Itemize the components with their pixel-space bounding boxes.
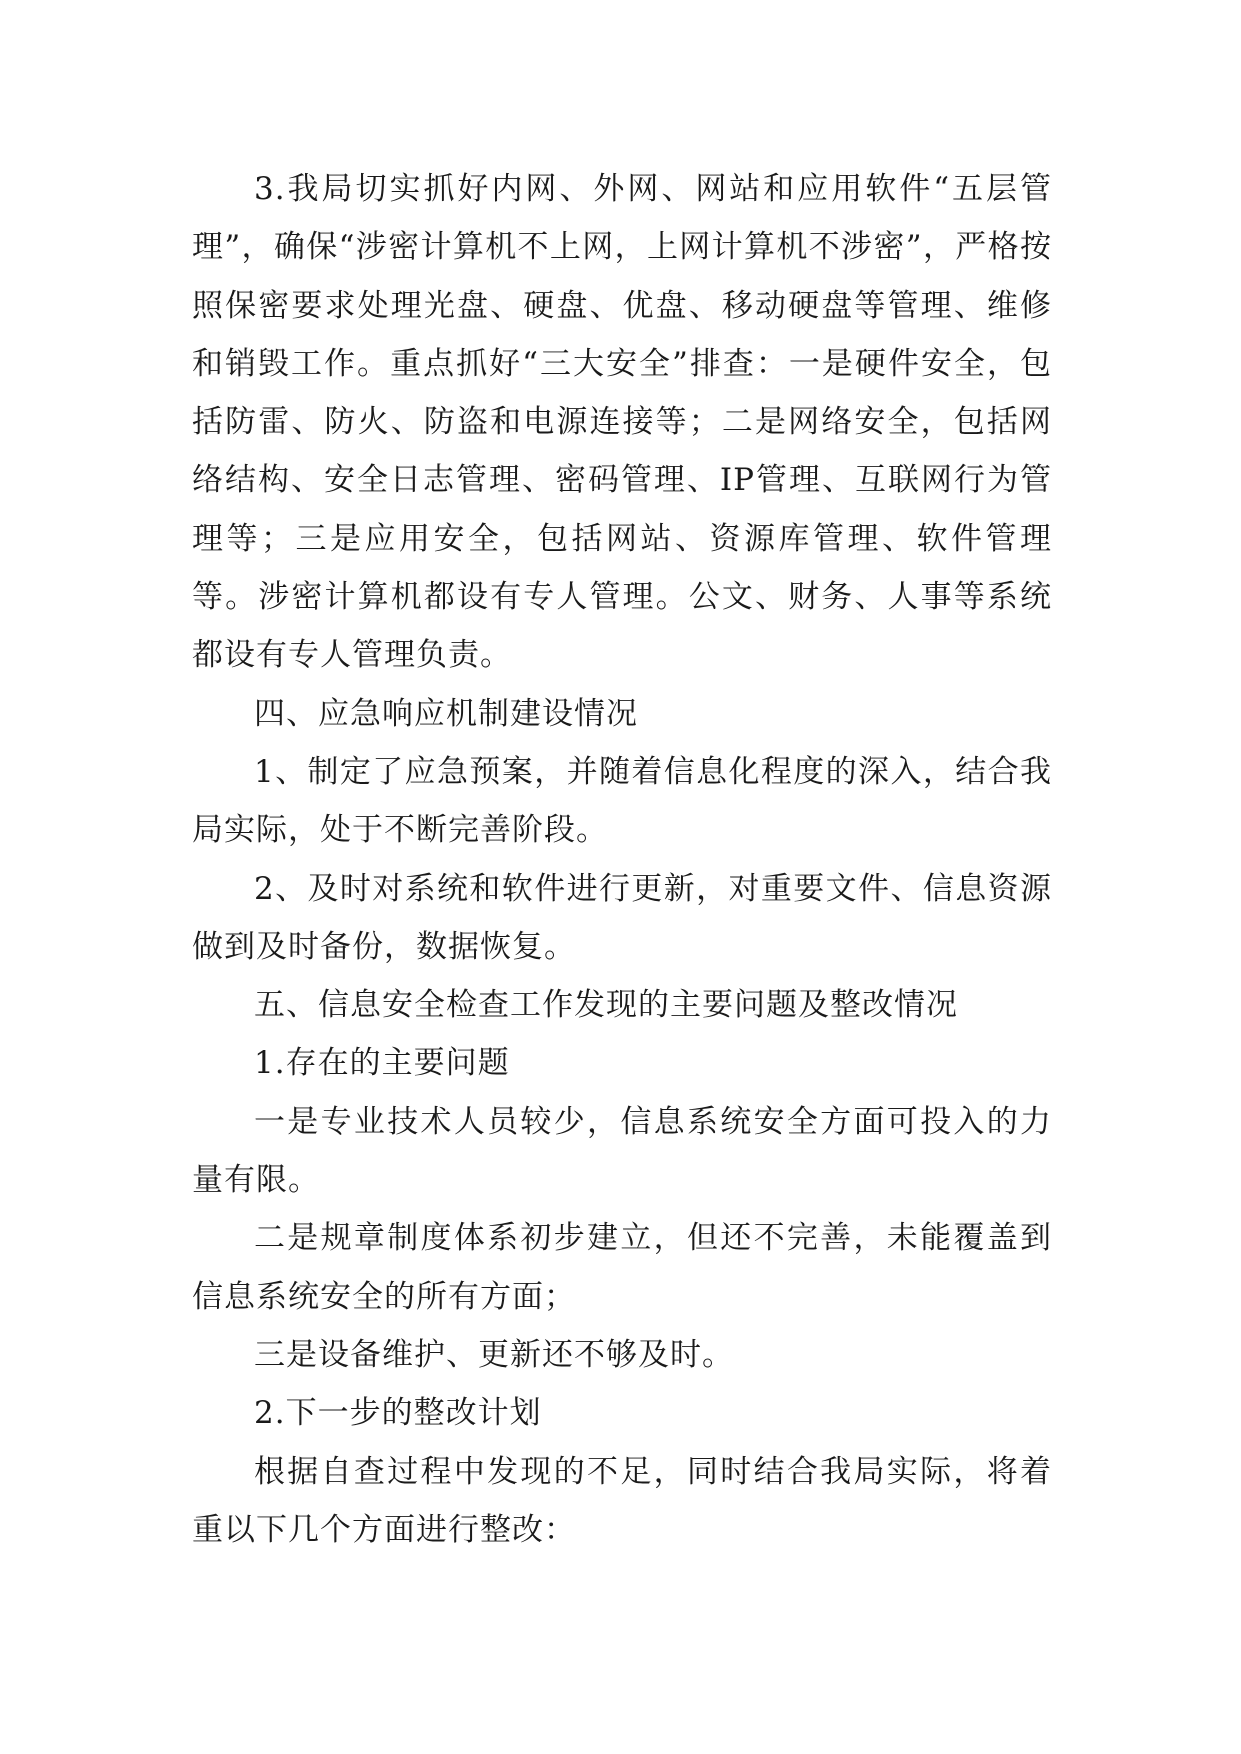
paragraph-problem-maintenance: 三是设备维护、更新还不够及时。 [254,1336,734,1373]
paragraph-emergency-plan: 1、制定了应急预案，并随着信息化程度的深入，结合我局实际，处于不断完善阶段。 [192,753,1052,849]
section-heading-issues-rectification: 五、信息安全检查工作发现的主要问题及整改情况 [254,987,958,1024]
subheading-main-problems: 1.存在的主要问题 [254,1045,510,1082]
paragraph-problem-staffing: 一是专业技术人员较少，信息系统安全方面可投入的力量有限。 [192,1103,1052,1199]
paragraph-rectification-intro: 根据自查过程中发现的不足，同时结合我局实际，将着重以下几个方面进行整改： [192,1453,1052,1548]
document-body [192,160,1052,1559]
paragraph-system-updates: 2、及时对系统和软件进行更新，对重要文件、信息资源做到及时备份，数据恢复。 [192,870,1052,965]
subheading-rectification-plan: 2.下一步的整改计划 [254,1395,542,1432]
paragraph-management-layers: 3.我局切实抓好内网、外网、网站和应用软件“五层管理”，确保“涉密计算机不上网，上网计算机不涉密”，严格按照保密要求处理光盘、硬盘、优盘、移动硬盘等管理、维修和销毁工作。重点抓好“三大安全”排查：一是硬件安全，包括防雷、防火、防盗和电源连接等；二是网络安全，包括网络结构、安全日志管理、密码管理、IP管理、互联网行为管理等；三是应用安全，包括网站、资源库管理、软件管理等。涉密计算机都设有专人管理。公文、财务、人事等系统都设有专人管理负责。 [192,171,1052,674]
section-heading-emergency-response: 四、应急响应机制建设情况 [254,695,638,732]
paragraph-problem-regulations: 二是规章制度体系初步建立，但还不完善，未能覆盖到信息系统安全的所有方面； [192,1220,1052,1315]
